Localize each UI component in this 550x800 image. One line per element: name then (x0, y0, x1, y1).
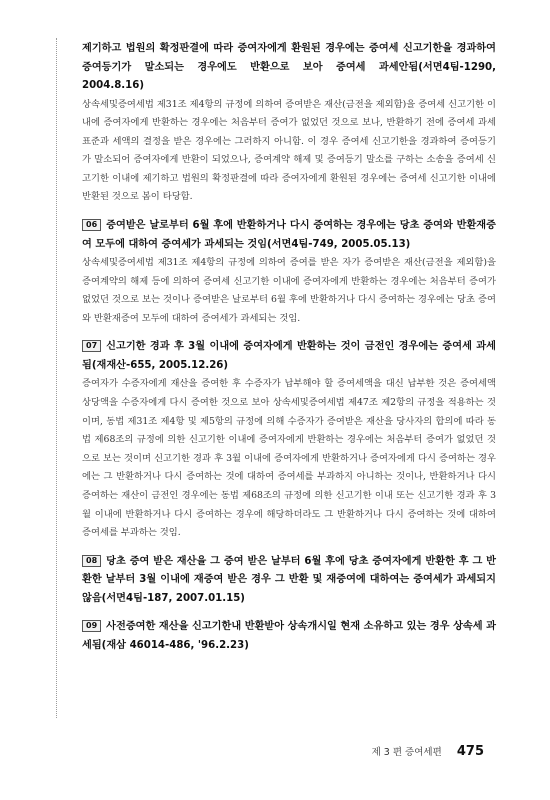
section-07 (82, 338, 496, 542)
section-heading (82, 338, 496, 375)
page-content (82, 40, 496, 665)
section-heading (82, 618, 496, 655)
heading-text: 제기하고 법원의 확정판결에 따라 증여자에게 환원된 경우에는 증여세 신고기한을 경과하여 증여등기가 말소되는 경우에도 반환으로 보아 증여세 과세안됨(서면4팀-1290, 2004.8.16) (82, 43, 496, 91)
section-09 (82, 618, 496, 655)
section-number-badge: 07 (82, 340, 101, 352)
section-body: 증여자가 수증자에게 재산을 증여한 후 수증자가 납부해야 할 증여세액을 대신 납부한 것은 증여세액 상당액을 수증자에게 다시 증여한 것으로 보아 상속세및증여세법 제47조 제2항의 규정을 적용하는 것이며, 동법 제31조 제4항 및 제5항의 규정에 의해 수증자가 증여받은 재산을 당사자의 합의에 따라 동법 제68조의 규정에 의한 신고기한 이내에 증여자에게 반환하는 경우에는 처음부터 증여가 없었던 것으로 보는 것이며 신고기한 경과 후 3월 이내에 증여자에게 반환하거나 증여자에게 다시 증여하는 경우에는 그 반환하거나 다시 증여하는 것에 대하여 증여세를 부과하지 아니하는 것이나, 반환하거나 다시 증여하는 재산이 금전인 경우에는 동법 제68조의 규정에 의한 신고기한 이내 또는 신고기한 경과 후 3월 이내에 반환하거나 다시 증여하는 경우에 해당하더라도 그 반환하거나 다시 증여하는 것에 대하여 증여세를 부과하는 것임. (82, 378, 496, 539)
section-number-badge: 09 (82, 620, 101, 632)
section-body: 상속세및증여세법 제31조 제4항의 규정에 의하여 증여받은 재산(금전을 제외함)을 증여세 신고기한 이내에 증여자에게 반환하는 경우에는 처음부터 증여가 없었던 것으로 보나, 반환하기 전에 증여세 과세표준과 세액의 결정을 받은 경우에는 그러하지 아니함. 이 경우 증여세 신고기한을 경과하여 증여등기가 말소되어 증여자에게 반환이 되었으나, 증여계약 해제 및 증여등기 말소를 구하는 소송을 증여세 신고기한 이내에 제기하고 법원의 확정판결에 따라 증여자에게 환원된 경우에는 증여세 신고기한 이내에 반환된 것으로 봄이 타당함. (82, 98, 496, 203)
footer-part-label: 제 3 편 증여세편 (371, 747, 442, 758)
heading-text: 증여받은 날로부터 6월 후에 반환하거나 다시 증여하는 경우에는 당초 증여와 반환재증여 모두에 대하여 증여세가 과세되는 것임(서면4팀-749, 2005.05.13) (82, 220, 496, 250)
heading-text: 신고기한 경과 후 3월 이내에 증여자에게 반환하는 것이 금전인 경우에는 증여세 과세됨(재재산-655, 2005.12.26) (82, 341, 496, 371)
margin-dotted-line (56, 38, 57, 718)
section-heading (82, 40, 496, 96)
page-footer (0, 740, 484, 759)
section-06 (82, 217, 496, 328)
page-number: 475 (456, 744, 484, 759)
section-heading (82, 553, 496, 609)
section-08 (82, 553, 496, 609)
heading-text: 당초 증여 받은 재산을 그 증여 받은 날부터 6월 후에 당초 증여자에게 반환한 후 그 반환한 날부터 3월 이내에 재증여 받은 경우 그 반환 및 재증여에 대하여는 증여세가 과세되지 않음(서면4팀-187, 2007.01.15) (82, 555, 496, 604)
section-number-badge: 06 (82, 219, 101, 231)
heading-text: 사전증여한 재산을 신고기한내 반환받아 상속개시일 현재 소유하고 있는 경우 상속세 과세됨(재삼 46014-486, '96.2.23) (82, 621, 496, 651)
section-heading (82, 217, 496, 254)
section-body: 상속세및증여세법 제31조 제4항의 규정에 의하여 증여를 받은 자가 증여받은 재산(금전을 제외함)을 증여계약의 해제 등에 의하여 증여세 신고기한 이내에 증여자에게 반환하는 경우에는 처음부터 증여가 없었던 것으로 보는 것이나 증여받은 날로부터 6월 후에 반환하거나 다시 증여하는 경우에는 당초 증여와 반환재증여 모두에 대하여 증여세가 과세되는 것임. (82, 257, 496, 324)
section-number-badge: 08 (82, 555, 101, 567)
section-continued (82, 40, 496, 207)
